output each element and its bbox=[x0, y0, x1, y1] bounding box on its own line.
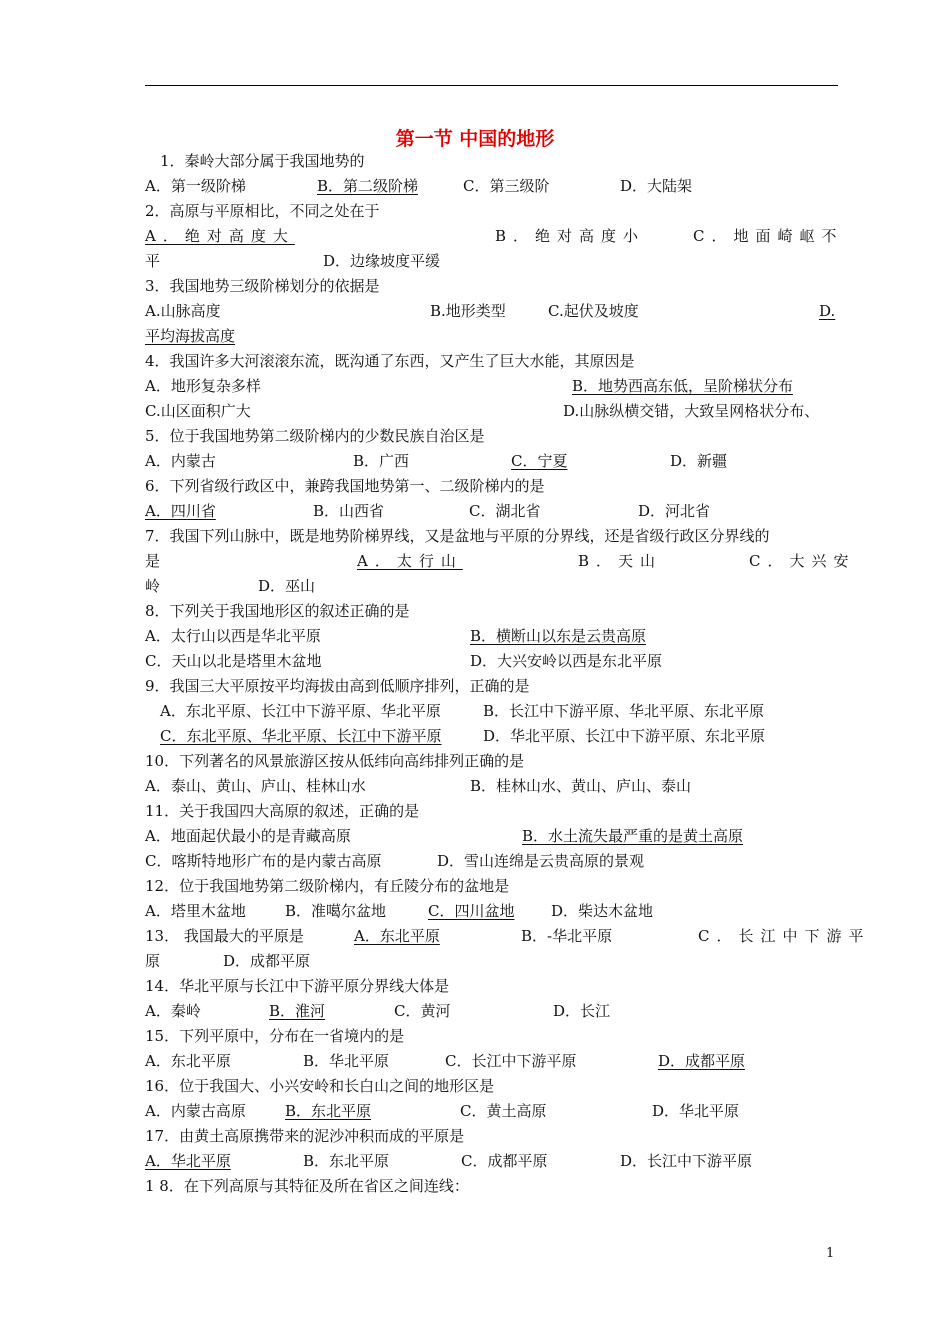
text-line bbox=[145, 799, 838, 823]
text-run: B．广西 bbox=[353, 452, 410, 470]
text-line bbox=[145, 899, 838, 923]
text-line bbox=[145, 524, 838, 548]
text-run: A．东北平原 bbox=[145, 1052, 231, 1070]
text-run: C.起伏及坡度 bbox=[548, 302, 639, 320]
text-line bbox=[145, 1174, 838, 1198]
text-run: C．喀斯特地形广布的是内蒙古高原 bbox=[145, 852, 382, 870]
answer-option: B．水土流失最严重的是黄土高原 bbox=[522, 827, 744, 845]
answer-option: B．第二级阶梯 bbox=[317, 177, 419, 195]
text-run: C．天山以北是塔里木盆地 bbox=[145, 652, 322, 670]
text-run: C．大兴安 bbox=[749, 552, 856, 570]
text-run: 平 bbox=[145, 252, 161, 270]
text-run: B．山西省 bbox=[313, 502, 385, 520]
text-line bbox=[145, 599, 838, 623]
text-line bbox=[145, 349, 838, 373]
text-run: D．柴达木盆地 bbox=[551, 902, 654, 920]
text-line bbox=[145, 299, 838, 323]
text-run: B．绝对高度小 bbox=[495, 227, 646, 245]
text-run: D．新疆 bbox=[670, 452, 728, 470]
text-run: C．长江中下游平原 bbox=[445, 1052, 577, 1070]
text-run: 1．秦岭大部分属于我国地势的 bbox=[160, 152, 365, 170]
text-run: A．地面起伏最小的是青藏高原 bbox=[145, 827, 351, 845]
text-line bbox=[145, 474, 838, 498]
text-run: A．太行山以西是华北平原 bbox=[145, 627, 321, 645]
text-run: D．大陆架 bbox=[620, 177, 693, 195]
text-run: A．东北平原、长江中下游平原、华北平原 bbox=[160, 702, 441, 720]
text-line bbox=[145, 674, 838, 698]
answer-option: A．华北平原 bbox=[145, 1152, 231, 1170]
text-line bbox=[145, 499, 838, 523]
text-line bbox=[145, 324, 838, 348]
text-run: D．长江 bbox=[553, 1002, 611, 1020]
text-line bbox=[145, 774, 838, 798]
text-run: 3．我国地势三级阶梯划分的依据是 bbox=[145, 277, 380, 295]
text-run: 16．位于我国大、小兴安岭和长白山之间的地形区是 bbox=[145, 1077, 495, 1095]
text-run: B．东北平原 bbox=[303, 1152, 390, 1170]
answer-option: D. bbox=[819, 302, 836, 320]
text-line bbox=[145, 999, 838, 1023]
text-run: A．泰山、黄山、庐山、桂林山水 bbox=[145, 777, 366, 795]
text-line bbox=[145, 199, 838, 223]
text-run: 是 bbox=[145, 552, 161, 570]
text-run: 17．由黄土高原携带来的泥沙冲积而成的平原是 bbox=[145, 1127, 465, 1145]
text-line bbox=[145, 574, 838, 598]
text-run: D．雪山连绵是云贵高原的景观 bbox=[437, 852, 645, 870]
text-run: 1 8．在下列高原与其特征及所在省区之间连线： bbox=[145, 1177, 469, 1195]
text-run: C．黄河 bbox=[394, 1002, 451, 1020]
text-line bbox=[145, 849, 838, 873]
text-line bbox=[145, 624, 838, 648]
answer-option: B．横断山以东是云贵高原 bbox=[470, 627, 647, 645]
text-run: A．内蒙古 bbox=[145, 452, 216, 470]
text-run: 原 bbox=[145, 952, 161, 970]
text-run: 13． 我国最大的平原是 bbox=[145, 927, 304, 945]
text-run: B．-华北平原 bbox=[521, 927, 613, 945]
text-line bbox=[145, 249, 838, 273]
text-run: 15．下列平原中，分布在一省境内的是 bbox=[145, 1027, 405, 1045]
text-line bbox=[145, 874, 838, 898]
text-run: B．准噶尔盆地 bbox=[285, 902, 387, 920]
text-run: A．内蒙古高原 bbox=[145, 1102, 246, 1120]
page-number: 1 bbox=[826, 1246, 835, 1261]
text-run: D.山脉纵横交错，大致呈网格状分布、 bbox=[563, 402, 820, 420]
answer-option: A．四川省 bbox=[145, 502, 216, 520]
text-run: C．第三级阶 bbox=[463, 177, 550, 195]
text-run: C．湖北省 bbox=[469, 502, 541, 520]
text-run: C．成都平原 bbox=[461, 1152, 548, 1170]
text-run: D．华北平原、长江中下游平原、东北平原 bbox=[483, 727, 766, 745]
text-run: D．长江中下游平原 bbox=[620, 1152, 753, 1170]
text-run: 7．我国下列山脉中，既是地势阶梯界线，又是盆地与平原的分界线，还是省级行政区分界线的 bbox=[145, 527, 770, 545]
text-line bbox=[145, 424, 838, 448]
text-run: B.地形类型 bbox=[430, 302, 506, 320]
text-line bbox=[145, 274, 838, 298]
text-run: B．长江中下游平原、华北平原、东北平原 bbox=[483, 702, 765, 720]
page-title: 第一节 中国的地形 bbox=[395, 128, 555, 150]
text-line bbox=[145, 699, 838, 723]
text-run: A．塔里木盆地 bbox=[145, 902, 246, 920]
text-line bbox=[145, 374, 838, 398]
text-line bbox=[145, 1149, 838, 1173]
text-run: 9．我国三大平原按平均海拔由高到低顺序排列，正确的是 bbox=[145, 677, 530, 695]
text-run: C．地面崎岖不 bbox=[693, 227, 844, 245]
text-line bbox=[145, 1024, 838, 1048]
text-run: 6．下列省级行政区中，兼跨我国地势第一、二级阶梯内的是 bbox=[145, 477, 545, 495]
text-run: 5．位于我国地势第二级阶梯内的少数民族自治区是 bbox=[145, 427, 485, 445]
text-line bbox=[145, 749, 838, 773]
text-line bbox=[145, 949, 838, 973]
answer-option: D．成都平原 bbox=[658, 1052, 746, 1070]
text-run: 8．下列关于我国地形区的叙述正确的是 bbox=[145, 602, 410, 620]
text-run: D．河北省 bbox=[638, 502, 711, 520]
text-run: A．地形复杂多样 bbox=[145, 377, 261, 395]
text-run: D．边缘坡度平缓 bbox=[323, 252, 441, 270]
text-line bbox=[145, 449, 838, 473]
text-run: 11．关于我国四大高原的叙述，正确的是 bbox=[145, 802, 420, 820]
text-line bbox=[145, 1074, 838, 1098]
text-line bbox=[145, 649, 838, 673]
text-run: D．华北平原 bbox=[652, 1102, 740, 1120]
text-run: C．黄土高原 bbox=[460, 1102, 547, 1120]
text-run: A.山脉高度 bbox=[145, 302, 221, 320]
text-run: C.山区面积广大 bbox=[145, 402, 251, 420]
answer-option: C．东北平原、华北平原、长江中下游平原 bbox=[160, 727, 442, 745]
text-run: D．大兴安岭以西是东北平原 bbox=[470, 652, 663, 670]
text-line bbox=[145, 824, 838, 848]
text-run: A．第一级阶梯 bbox=[145, 177, 246, 195]
text-run: 4．我国许多大河滚滚东流，既沟通了东西，又产生了巨大水能，其原因是 bbox=[145, 352, 635, 370]
text-run: D．成都平原 bbox=[223, 952, 311, 970]
text-line bbox=[145, 1049, 838, 1073]
answer-option: A．东北平原 bbox=[354, 927, 440, 945]
text-line bbox=[145, 924, 871, 948]
answer-option: A．太行山 bbox=[357, 552, 463, 570]
text-run: B．华北平原 bbox=[303, 1052, 390, 1070]
text-line bbox=[145, 1099, 838, 1123]
text-run: 14．华北平原与长江中下游平原分界线大体是 bbox=[145, 977, 450, 995]
text-run: A．秦岭 bbox=[145, 1002, 201, 1020]
answer-option: B．地势西高东低，呈阶梯状分布 bbox=[572, 377, 794, 395]
answer-option: 平均海拔高度 bbox=[145, 327, 236, 345]
answer-option: B．淮河 bbox=[269, 1002, 326, 1020]
text-run: 12．位于我国地势第二级阶梯内，有丘陵分布的盆地是 bbox=[145, 877, 510, 895]
text-run: B．桂林山水、黄山、庐山、泰山 bbox=[470, 777, 692, 795]
text-line bbox=[145, 399, 838, 423]
text-run: 岭 bbox=[145, 577, 161, 595]
text-line bbox=[145, 174, 838, 198]
text-line bbox=[145, 224, 844, 248]
answer-option: C．宁夏 bbox=[511, 452, 568, 470]
text-run: 10．下列著名的风景旅游区按从低纬向高纬排列正确的是 bbox=[145, 752, 525, 770]
text-line bbox=[145, 1124, 838, 1148]
text-line bbox=[145, 549, 856, 573]
answer-option: C．四川盆地 bbox=[428, 902, 515, 920]
text-run: C．长江中下游平 bbox=[698, 927, 871, 945]
answer-option: A．绝对高度大 bbox=[145, 227, 295, 245]
text-line bbox=[145, 149, 838, 173]
text-run: D．巫山 bbox=[258, 577, 316, 595]
header-rule bbox=[145, 85, 838, 86]
text-line bbox=[145, 974, 838, 998]
text-line bbox=[145, 724, 838, 748]
answer-option: B．东北平原 bbox=[285, 1102, 372, 1120]
text-run: 2．高原与平原相比，不同之处在于 bbox=[145, 202, 380, 220]
text-run: B．天山 bbox=[578, 552, 663, 570]
